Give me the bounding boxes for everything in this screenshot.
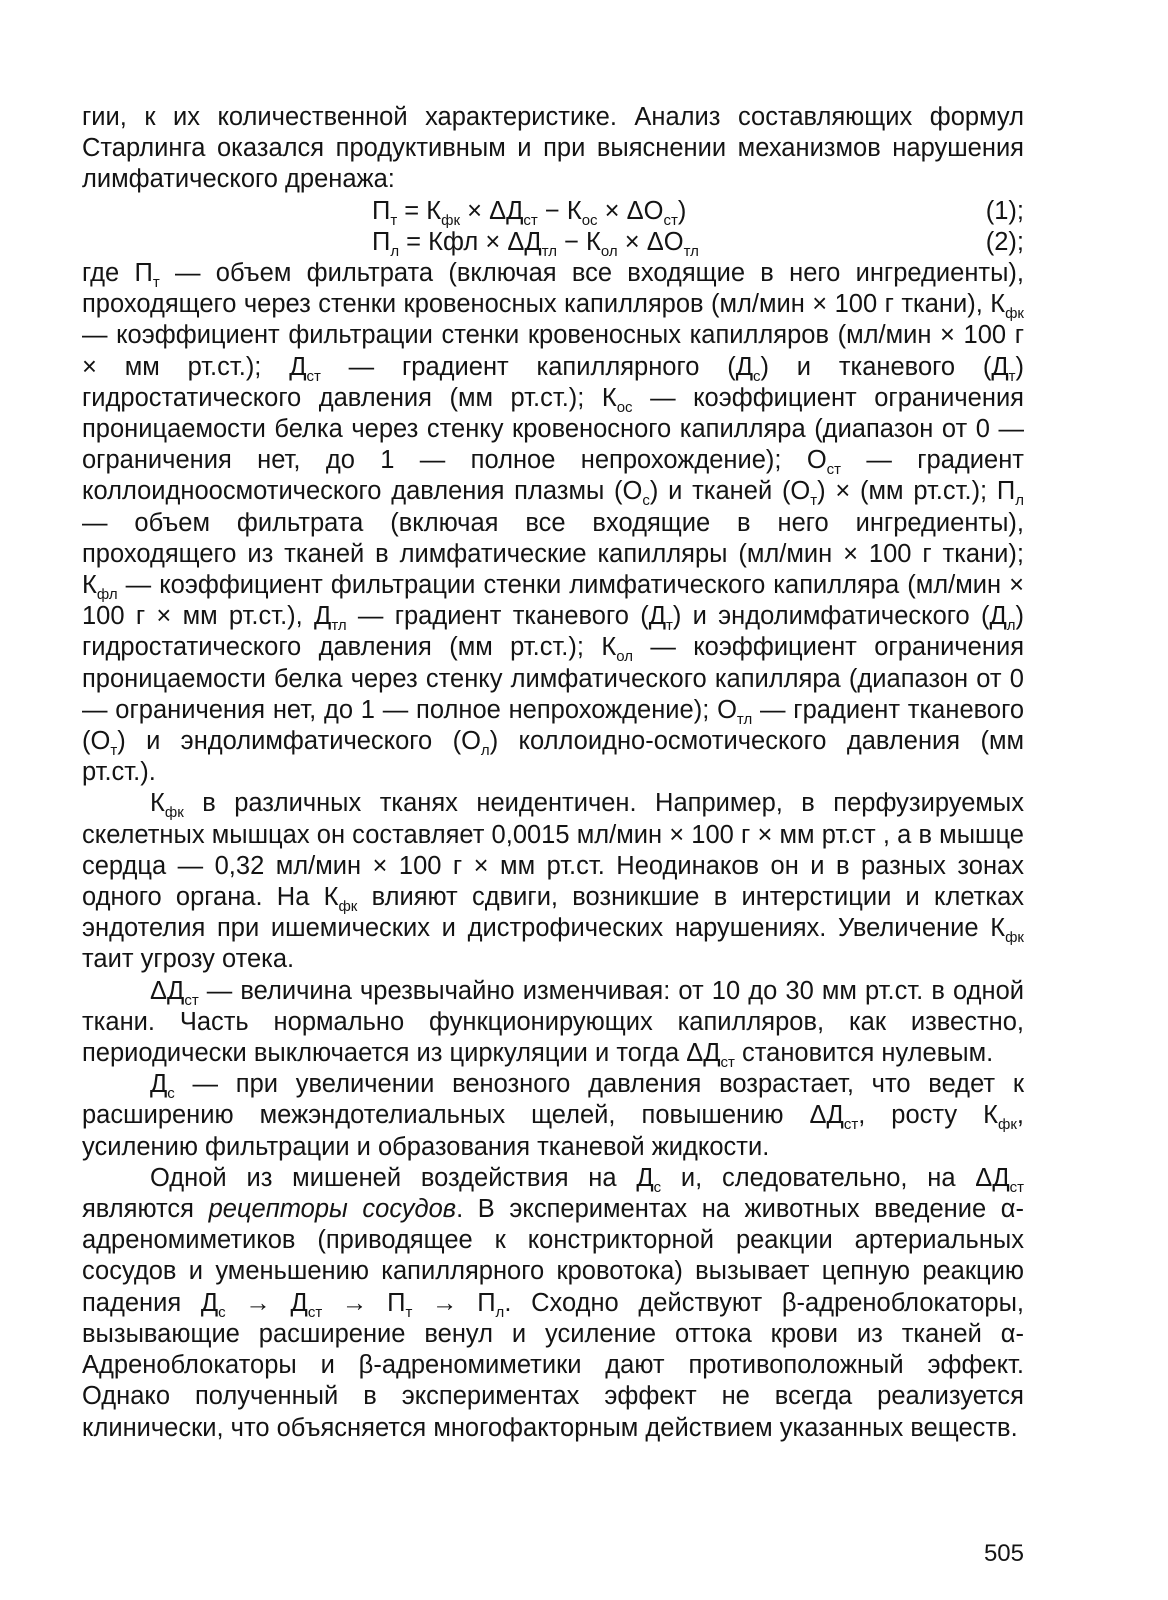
formula-1-expression: $П_т = К_{фк} \times \Delta Д_{ст} - К_{ос} \times \Delta О_{ст}$) bbox=[372, 196, 687, 229]
formula-2-number: (2); bbox=[985, 227, 1024, 256]
intro-paragraph: гии, к их количественной характеристике. Анализ составляющих формул Старлинга оказался продуктивным и при выяснении механизмов нарушения лимфатического дренажа: bbox=[82, 103, 1024, 194]
formula-2 bbox=[82, 227, 1024, 258]
page-number: 505 bbox=[983, 1540, 1024, 1567]
ds-paragraph: $Д_с$ — при увеличении венозного давления возрастает, что ведет к расширению межэндотелиальных щелей, повышению $\Delta Д_{ст}$, росту $К_{фк}$, усилению фильтрации и образования тканевой жидкости. bbox=[82, 1070, 1024, 1161]
kfk-paragraph: $К_{фк}$ в различных тканях неидентичен. Например, в перфузируемых скелетных мышцах он составляет 0,0015 мл/мин × 100 г × мм рт.ст , а в мышце сердца — 0,32 мл/мин × 100 г × мм рт.ст. Неодинаков он и в разных зонах одного органа. На $К_{фк}$ влияют сдвиги, возникшие в интерстиции и клетках эндотелия при ишемических и дистрофических нарушениях. Увеличение $К_{фк}$ таит угрозу отека. bbox=[82, 789, 1025, 974]
ddst-paragraph: $\Delta Д_{ст}$ — величина чрезвычайно изменчивая: от 10 до 30 мм рт.ст. в одной ткани. Часть нормально функционирующих капилляров, как известно, периодически выключается из циркуляции и тогда $\Delta Д_{ст}$ становится нулевым. bbox=[82, 976, 1024, 1072]
formula-1-number: (1); bbox=[985, 196, 1024, 225]
targets-paragraph: Одной из мишеней воздействия на $Д_с$ и, следовательно, на $\Delta Д_{ст}$ являются рецепторы сосудов. В экспериментах на животных введение α-адреномиметиков (приводящее к констрикторной реакции артериальных сосудов и уменьшению капиллярного кровотока) вызывает цепную реакцию падения $Д_с \to Д_{ст} \to П_т \to П_л$. Сходно действуют β-адреноблокаторы, вызывающие расширение венул и усиление оттока крови из тканей α-Адреноблокаторы и β-адреномиметики дают противоположный эффект. Однако полученный в экспериментах эффект не всегда реализуется клинически, что объясняется многофакторным действием указанных веществ. bbox=[82, 1163, 1025, 1442]
text-block bbox=[82, 102, 1024, 1444]
definitions-paragraph: где $П_т$ — объем фильтрата (включая все входящие в него ингредиенты), проходящего через стенки кровеносных капилляров (мл/мин × 100 г ткани), $К_{фк}$ — коэффициент фильтрации стенки кровеносных капилляров (мл/мин × 100 г × мм рт.ст.); $Д_{ст}$ — градиент капиллярного $(Д_с)$ и тканевого $(Д_т)$ гидростатического давления (мм рт.ст.); $К_{ос}$ — коэффициент ограничения проницаемости белка через стенку кровеносного капилляра (диапазон от 0 — ограничения нет, до 1 — полное непрохождение); $О_{ст}$ — градиент коллоидноосмотического давления плазмы $(О_с)$ и тканей $(О_т) \times (мм$ рт.ст.); $П_л$ — объем фильтрата (включая все входящие в него ингредиенты), проходящего из тканей в лимфатические капилляры (мл/мин × 100 г ткани); $К_{фл}$ — коэффициент фильтрации стенки лимфатического капилляра (мл/мин × 100 г × мм рт.ст.), $Д_{тл}$ — градиент тканевого $(Д_т)$ и эндолимфатического $(Д_л)$ гидростатического давления (мм рт.ст.); $К_{ол}$ — коэффициент ограничения проницаемости белка через стенку лимфатического капилляра (диапазон от 0 — ограничения нет, до 1 — полное непрохождение); $О_{тл}$ — градиент тканевого $(О_т)$ и эндолимфатического $(О_л)$ коллоидно-осмотического давления (мм рт.ст.). bbox=[82, 258, 1025, 787]
formula-1 bbox=[82, 196, 1024, 227]
formula-2-expression: $П_л$ = Кфл × $\Delta Д_{тл} - К_{ол} \times \Delta О_{тл}$ bbox=[372, 227, 699, 260]
